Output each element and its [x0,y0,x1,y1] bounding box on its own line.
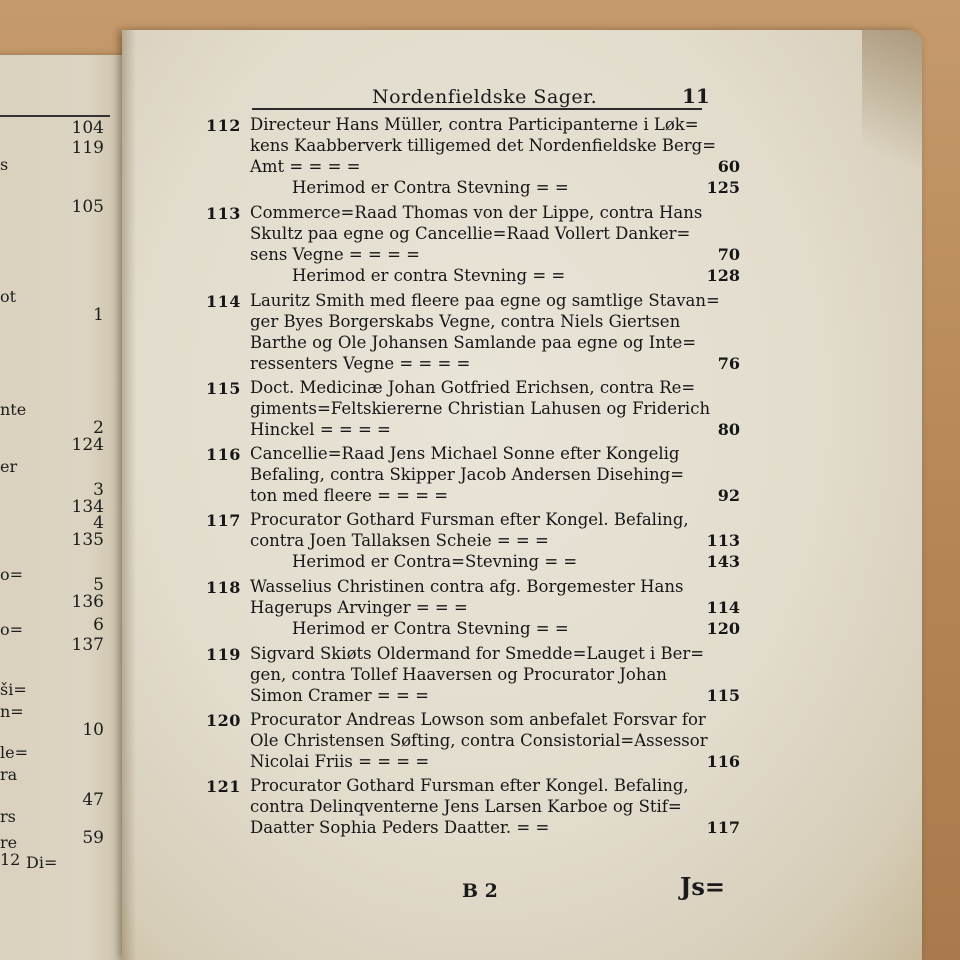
index-entries [206,114,740,841]
left-page-text-fragment: ši= [0,680,27,699]
left-page-text-fragment: ra [0,765,18,784]
entry-line: Procurator Andreas Lowson som anbefalet Forsvar for [250,710,706,729]
entry [206,509,740,551]
left-page-number: 136 [71,592,104,612]
entry [206,290,740,374]
entry-line: Amt = = = = [250,157,361,176]
counter-summons-text: Herimod er contra Stevning = = [292,266,566,285]
left-page-text-fragment: er [0,457,18,476]
left-page-text-fragment: ot [0,287,17,306]
entry-line: contra Delinqventerne Jens Larsen Karboe og Stif= [250,797,682,816]
left-page-text-fragment: s [0,155,9,174]
entry-page-ref: 116 [706,752,740,771]
header-rule [252,108,702,110]
entry-page-ref: 113 [706,531,740,550]
entry-text [250,377,740,440]
entry-text [250,709,740,772]
entry-page-ref: 60 [717,157,740,176]
left-page-number: 5 [93,575,104,595]
left-page-number: 6 [93,615,104,635]
entry-line: Sigvard Skiøts Oldermand for Smedde=Lauget i Ber= [250,644,705,663]
entry-page-ref: 115 [706,686,740,705]
entry-text [250,443,740,506]
left-page-number: 47 [82,790,104,810]
entry-number: 114 [206,292,241,311]
entry-line: Hagerups Arvinger = = = [250,598,468,617]
entry-page-ref: 80 [717,420,740,439]
left-page-text-fragment: o= [0,565,24,584]
left-page-text-fragment: o= [0,620,24,639]
left-page-number: 10 [82,720,104,740]
entry-line: Procurator Gothard Fursman efter Kongel. Befaling, [250,510,689,529]
entry-line: Hinckel = = = = [250,420,391,439]
entry-line: gen, contra Tollef Haaversen og Procurator Johan [250,665,667,684]
entry-line: Lauritz Smith med fleere paa egne og samtlige Stavan= [250,291,720,310]
entry-line: Procurator Gothard Fursman efter Kongel. Befaling, [250,776,689,795]
signature-mark: B 2 [462,880,498,902]
entry-text [250,643,740,706]
counter-summons-text: Herimod er Contra Stevning = = [292,178,569,197]
left-page-number: 1 [93,305,104,325]
entry-line: Cancellie=Raad Jens Michael Sonne efter Kongelig [250,444,680,463]
entry-line: giments=Feltskiererne Christian Lahusen og Friderich [250,399,711,418]
entry-text [250,114,740,177]
running-head-title: Nordenfieldske Sager. [372,86,598,108]
entry-page-ref: 117 [706,818,740,837]
counter-summons-page-ref: 143 [706,552,740,571]
left-page-text-fragment: rs [0,807,16,826]
entry-line: kens Kaabberverk tilligemed det Nordenfieldske Berg= [250,136,717,155]
entry [206,576,740,618]
left-page-text-fragment: nte [0,400,27,419]
page-shadow [122,30,136,960]
entry [206,377,740,440]
counter-summons-page-ref: 125 [706,178,740,197]
left-page-text-fragment: re [0,833,18,852]
entry-line: Skultz paa egne og Cancellie=Raad Vollert Danker= [250,224,691,243]
entry-line: ton med fleere = = = = [250,486,449,505]
entry-line: Directeur Hans Müller, contra Participanterne i Løk= [250,115,699,134]
left-page-number: 135 [71,530,104,550]
entry [206,114,740,177]
left-page-number: 104 [71,118,104,138]
entry-line: sens Vegne = = = = [250,245,420,264]
entry-line: Ole Christensen Søfting, contra Consistorial=Assessor [250,731,708,750]
left-page-number: 119 [71,138,104,158]
counter-summons-line [206,265,740,286]
counter-summons-page-ref: 128 [706,266,740,285]
left-page-number: 4 [93,513,104,533]
entry-number: 118 [206,578,241,597]
left-page-text-fragment: n= [0,702,24,721]
counter-summons-line [206,551,740,572]
counter-summons-text: Herimod er Contra=Stevning = = [292,552,578,571]
page-number: 11 [682,84,710,108]
entry-line: Simon Cramer = = = [250,686,429,705]
entry-line: ger Byes Borgerskabs Vegne, contra Niels Giertsen [250,312,681,331]
counter-summons-line [206,618,740,639]
entry-number: 116 [206,445,241,464]
entry [206,709,740,772]
entry-line: Barthe og Ole Johansen Samlande paa egne og Inte= [250,333,697,352]
entry-line: Daatter Sophia Peders Daatter. = = [250,818,550,837]
left-page-number: 3 [93,480,104,500]
entry-line: Wasselius Christinen contra afg. Borgemester Hans [250,577,684,596]
entry-page-ref: 114 [706,598,740,617]
right-page [122,30,922,960]
counter-summons-line [206,177,740,198]
left-page [0,55,132,960]
entry-text [250,576,740,618]
entry-number: 117 [206,511,241,530]
entry-line: Commerce=Raad Thomas von der Lippe, contra Hans [250,203,703,222]
entry-page-ref: 76 [717,354,740,373]
entry [206,775,740,838]
entry-number: 112 [206,116,241,135]
entry-line: ressenters Vegne = = = = [250,354,471,373]
entry-number: 113 [206,204,241,223]
left-page-rule [0,115,110,117]
entry [206,202,740,265]
counter-summons-page-ref: 120 [706,619,740,638]
entry-number: 121 [206,777,241,796]
entry [206,643,740,706]
left-page-number: 105 [71,197,104,217]
entry-page-ref: 92 [717,486,740,505]
page-stain [862,30,922,210]
entry-number: 115 [206,379,241,398]
entry-number: 120 [206,711,241,730]
left-page-text-fragment: le= [0,743,28,762]
left-page-number: 2 [93,418,104,438]
left-page-number: 59 [82,828,104,848]
entry-line: Befaling, contra Skipper Jacob Andersen Diseh⁠ing= [250,465,685,484]
catchword: Js= [680,872,725,901]
left-page-number: 134 [71,497,104,517]
entry-line: Nicolai Friis = = = = [250,752,430,771]
entry-text [250,775,740,838]
entry [206,443,740,506]
entry-text [250,202,740,265]
entry-text [250,290,740,374]
entry-line: contra Joen Tallaksen Scheie = = = [250,531,549,550]
counter-summons-text: Herimod er Contra Stevning = = [292,619,569,638]
left-page-text-fragment: 12 [0,850,21,869]
left-page-text-fragment: Di= [26,853,58,872]
entry-line: Doct. Medicinæ Johan Gotfried Erichsen, contra Re= [250,378,696,397]
entry-number: 119 [206,645,241,664]
left-page-number: 137 [71,635,104,655]
entry-text [250,509,740,551]
left-page-number: 124 [71,435,104,455]
entry-page-ref: 70 [717,245,740,264]
